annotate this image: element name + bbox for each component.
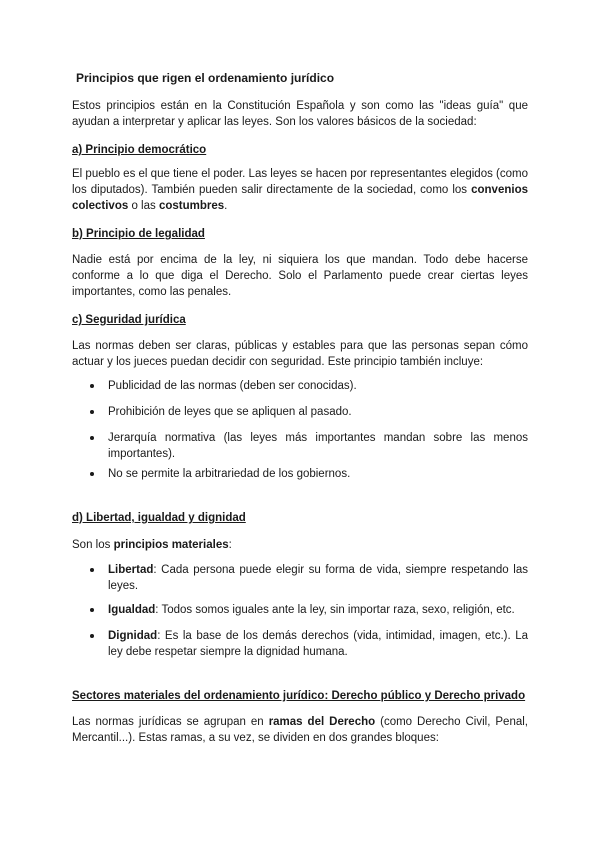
- list-item: Igualdad: Todos somos iguales ante la ley, sin importar raza, sexo, religión, etc.: [108, 602, 528, 618]
- intro-paragraph: Estos principios están en la Constitución Española y son como las "ideas guía" que ayudan a interpretar y aplicar las leyes. Son los valores básicos de la sociedad:: [72, 100, 528, 128]
- paragraph-seguridad-juridica: Las normas deben ser claras, públicas y estables para que las personas sepan cómo actuar y los jueces puedan decidir con seguridad. Este principio también incluye:: [72, 340, 528, 368]
- page-title: Principios que rigen el ordenamiento jurídico: [76, 71, 335, 85]
- paragraph-sectores-materiales: Las normas jurídicas se agrupan en ramas del Derecho (como Derecho Civil, Penal, Mercantil...). Estas ramas, a su vez, se dividen en dos grandes bloques:: [72, 716, 528, 744]
- list-item: Dignidad: Es la base de los demás derechos (vida, intimidad, imagen, etc.). La ley debe respetar siempre la dignidad humana.: [108, 630, 528, 658]
- heading-seguridad-juridica: c) Seguridad jurídica: [72, 314, 186, 326]
- heading-principio-legalidad: b) Principio de legalidad: [72, 228, 205, 240]
- list-item: No se permite la arbitrariedad de los gobiernos.: [108, 466, 528, 482]
- list-item: Libertad: Cada persona puede elegir su forma de vida, siempre respetando las leyes.: [108, 564, 528, 592]
- heading-libertad-igualdad-dignidad: d) Libertad, igualdad y dignidad: [72, 512, 246, 524]
- list-item: Prohibición de leyes que se apliquen al pasado.: [108, 404, 528, 420]
- heading-principio-democratico: a) Principio democrático: [72, 144, 207, 156]
- list-item: Jerarquía normativa (las leyes más importantes mandan sobre las menos importantes).: [108, 432, 528, 460]
- paragraph-principio-democratico: El pueblo es el que tiene el poder. Las leyes se hacen por representantes elegidos (como los diputados). También pueden salir directamente de la sociedad, como los convenios colectivos o las costumbres.: [72, 168, 528, 212]
- list-item: Publicidad de las normas (deben ser conocidas).: [108, 378, 528, 394]
- paragraph-principio-legalidad: Nadie está por encima de la ley, ni siquiera los que mandan. Todo debe hacerse conforme a lo que diga el Derecho. Solo el Parlamento puede crear ciertas leyes importantes, como las penales.: [72, 254, 528, 298]
- heading-sectores-materiales: Sectores materiales del ordenamiento jurídico: Derecho público y Derecho privado: [72, 690, 526, 702]
- paragraph-principios-materiales: Son los principios materiales:: [72, 539, 232, 551]
